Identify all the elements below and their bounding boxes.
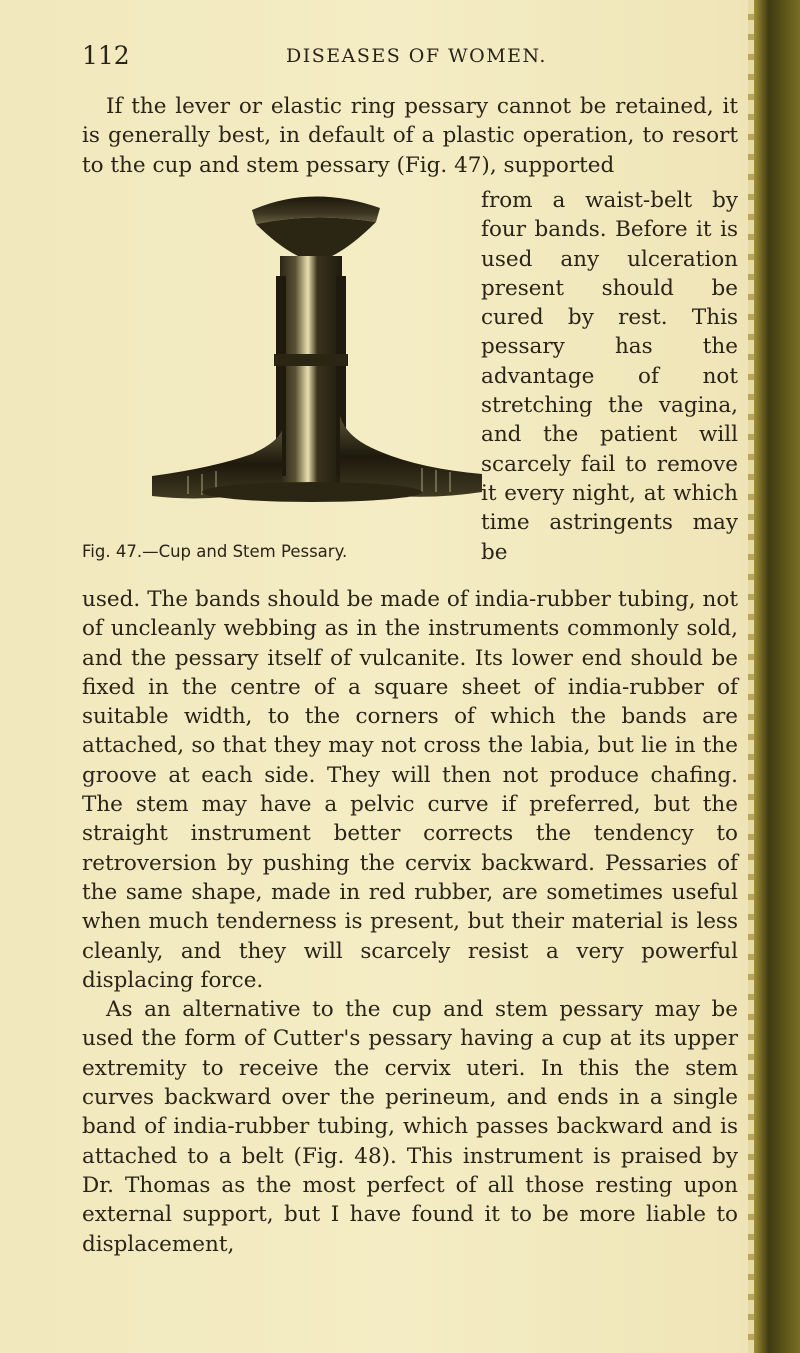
page-header	[82, 38, 742, 74]
figure-caption: Fig. 47.—Cup and Stem Pessary.	[82, 542, 348, 561]
figure-47	[82, 186, 477, 566]
side-text: from a waist-belt by four bands. Before it is used any ulceration present should be cured by rest. This pessary has the advantage of not stretching the vagina, and the patient will scarcely fail to remove it every night, at which time astringents may be	[481, 188, 738, 565]
page-number: 112	[82, 41, 130, 70]
book-page-edge	[748, 0, 800, 1353]
second-paragraph-text: As an alternative to the cup and stem pessary may be used the form of Cutter's pessary having a cup at its upper extremity to receive the cervix uteri. In this the stem curves backward over the perineum, and ends in a single band of india-rubber tubing, which passes backward and is attached to a belt (Fig. 48). This instrument is praised by Dr. Thomas as the most perfect of all those resting upon external support, but I have found it to be more liable to displacement,	[82, 997, 738, 1257]
continued-paragraph	[82, 585, 738, 1259]
intro-paragraph	[82, 92, 738, 180]
side-column-text	[481, 186, 738, 567]
cup-and-stem-pessary-icon	[152, 186, 482, 526]
continued-text: used. The bands should be made of india-rubber tubing, not of uncleanly webbing as in the instruments commonly sold, and the pessary itself of vulcanite. Its lower end should be fixed in the centre of a square sheet of india-rubber of suitable width, to the corners of which the bands are attached, so that they may not cross the labia, but lie in the groove at each side. They will then not produce chafing. The stem may have a pelvic curve if preferred, but the straight instrument better corrects the tendency to retroversion by pushing the cervix backward. Pessaries of the same shape, made in red rubber, are sometimes useful when much tenderness is present, but their material is less cleanly, and they will scarcely resist a very powerful displacing force.	[82, 587, 738, 993]
intro-text: If the lever or elastic ring pessary cannot be retained, it is generally best, in default of a plastic operation, to resort to the cup and stem pessary (Fig. 47), supported	[82, 94, 738, 178]
running-head: DISEASES OF WOMEN.	[286, 45, 547, 67]
